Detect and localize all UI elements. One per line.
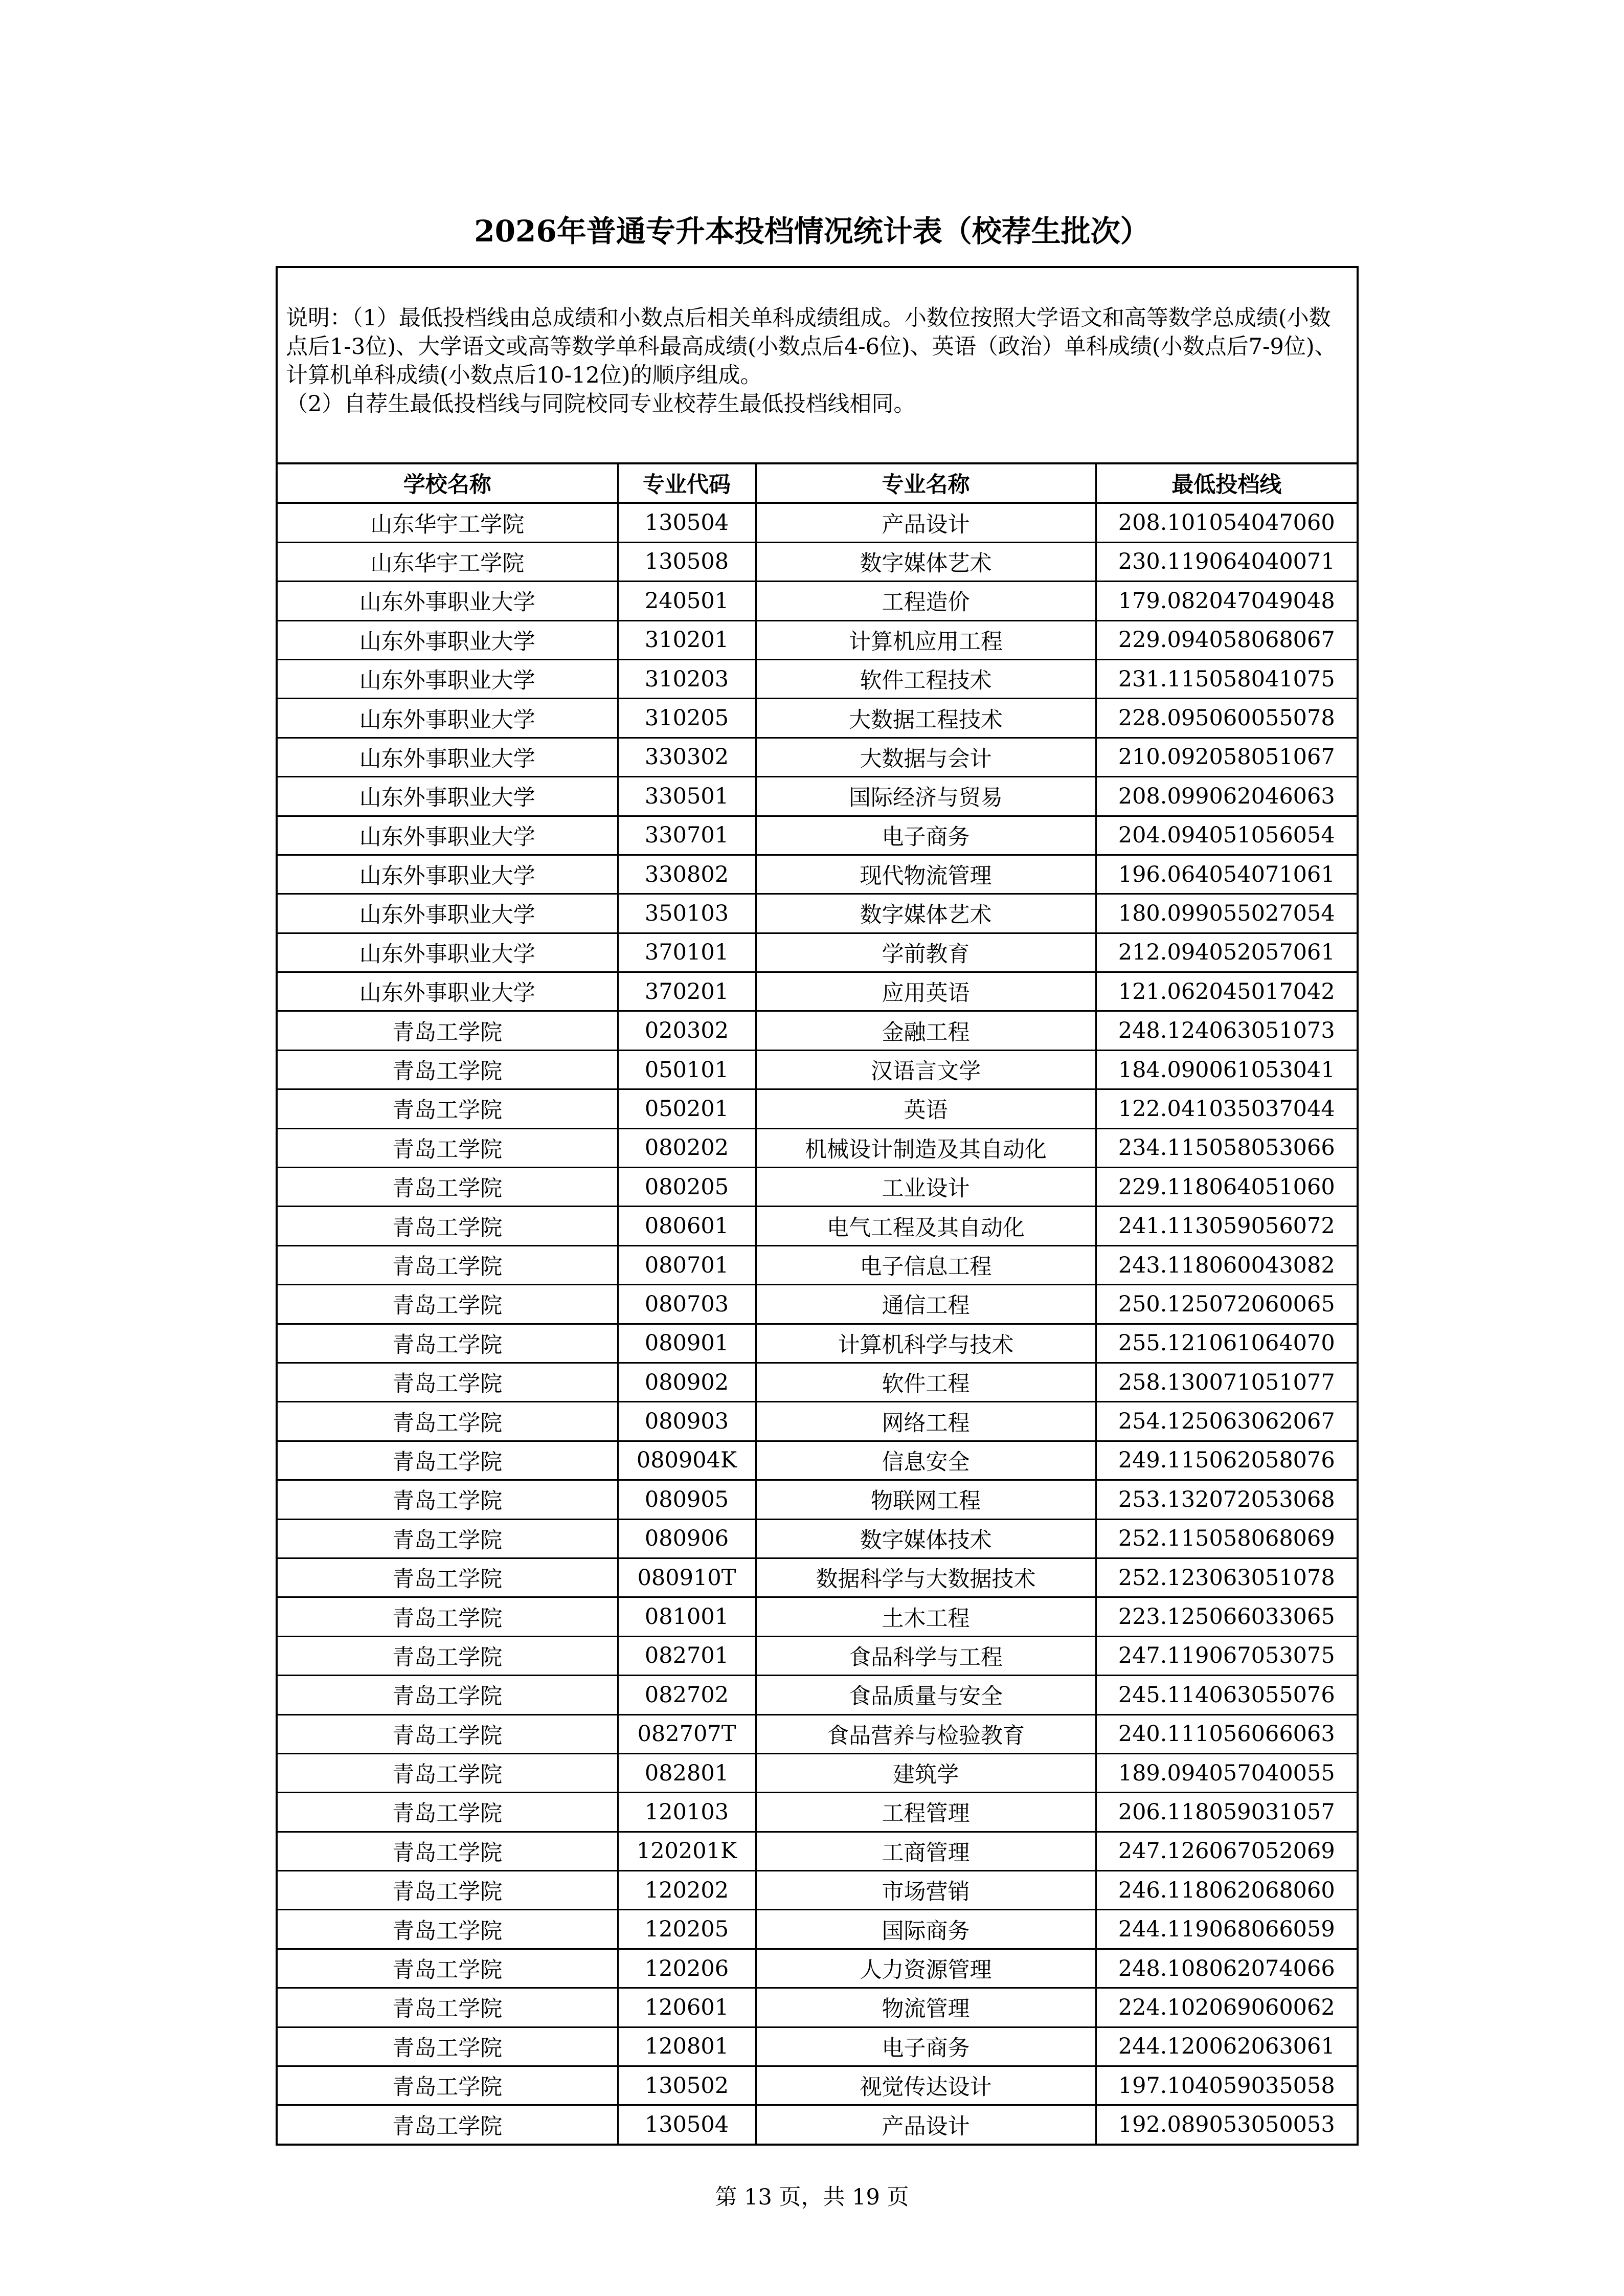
school-name-cell: 青岛工学院	[278, 1636, 618, 1675]
min-score-cell: 258.130071051077	[1096, 1363, 1357, 1401]
min-score-cell: 179.082047049048	[1096, 582, 1357, 620]
major-code-cell: 330701	[618, 816, 756, 855]
min-score-cell: 244.120062063061	[1096, 2027, 1357, 2066]
major-code-cell: 080601	[618, 1207, 756, 1245]
major-name-cell: 学前教育	[756, 933, 1096, 972]
major-code-cell: 310203	[618, 659, 756, 698]
major-name-cell: 物流管理	[756, 1988, 1096, 2027]
school-name-cell: 青岛工学院	[278, 1207, 618, 1245]
min-score-cell: 192.089053050053	[1096, 2105, 1357, 2144]
major-code-cell: 130504	[618, 2105, 756, 2144]
min-score-cell: 223.125066033065	[1096, 1597, 1357, 1636]
school-name-cell: 山东外事职业大学	[278, 738, 618, 776]
major-name-cell: 数字媒体艺术	[756, 542, 1096, 581]
school-name-cell: 青岛工学院	[278, 2027, 618, 2066]
major-name-cell: 机械设计制造及其自动化	[756, 1128, 1096, 1167]
school-name-cell: 青岛工学院	[278, 1402, 618, 1441]
min-score-cell: 249.115062058076	[1096, 1441, 1357, 1480]
school-name-cell: 青岛工学院	[278, 1128, 618, 1167]
min-score-cell: 245.114063055076	[1096, 1676, 1357, 1714]
major-name-cell: 食品营养与检验教育	[756, 1714, 1096, 1753]
school-name-cell: 山东华宇工学院	[278, 542, 618, 581]
major-code-cell: 020302	[618, 1011, 756, 1050]
table-row	[278, 699, 1357, 738]
score-table-frame	[276, 266, 1359, 2146]
major-code-cell: 130504	[618, 503, 756, 542]
major-name-cell: 物联网工程	[756, 1480, 1096, 1519]
min-score-cell: 122.041035037044	[1096, 1089, 1357, 1128]
major-name-cell: 食品科学与工程	[756, 1636, 1096, 1675]
major-name-cell: 英语	[756, 1089, 1096, 1128]
major-code-cell: 080205	[618, 1168, 756, 1207]
major-code-cell: 310201	[618, 620, 756, 659]
major-code-cell: 350103	[618, 894, 756, 933]
min-score-cell: 248.108062074066	[1096, 1949, 1357, 1988]
major-code-cell: 080701	[618, 1245, 756, 1284]
table-row	[278, 1519, 1357, 1558]
min-score-cell: 231.115058041075	[1096, 659, 1357, 698]
school-name-cell: 青岛工学院	[278, 1011, 618, 1050]
school-name-cell: 青岛工学院	[278, 1324, 618, 1363]
school-name-cell: 青岛工学院	[278, 1441, 618, 1480]
major-name-cell: 电气工程及其自动化	[756, 1207, 1096, 1245]
table-row	[278, 2066, 1357, 2105]
major-code-cell: 081001	[618, 1597, 756, 1636]
major-name-cell: 建筑学	[756, 1753, 1096, 1792]
major-code-cell: 120202	[618, 1871, 756, 1910]
school-name-cell: 青岛工学院	[278, 2105, 618, 2144]
table-row	[278, 1714, 1357, 1753]
major-code-cell: 240501	[618, 582, 756, 620]
major-code-cell: 120801	[618, 2027, 756, 2066]
table-row	[278, 933, 1357, 972]
table-row	[278, 1402, 1357, 1441]
school-name-cell: 青岛工学院	[278, 1597, 618, 1636]
header-major-name: 专业名称	[756, 463, 1096, 503]
min-score-cell: 229.118064051060	[1096, 1168, 1357, 1207]
min-score-cell: 224.102069060062	[1096, 1988, 1357, 2027]
table-row	[278, 1558, 1357, 1597]
table-row	[278, 1089, 1357, 1128]
min-score-cell: 250.125072060065	[1096, 1285, 1357, 1324]
table-row	[278, 620, 1357, 659]
school-name-cell: 山东华宇工学院	[278, 503, 618, 542]
major-name-cell: 电子信息工程	[756, 1245, 1096, 1284]
table-row	[278, 2027, 1357, 2066]
header-major-code: 专业代码	[618, 463, 756, 503]
min-score-cell: 229.094058068067	[1096, 620, 1357, 659]
major-name-cell: 通信工程	[756, 1285, 1096, 1324]
major-name-cell: 金融工程	[756, 1011, 1096, 1050]
major-code-cell: 120206	[618, 1949, 756, 1988]
table-row	[278, 1363, 1357, 1401]
min-score-cell: 243.118060043082	[1096, 1245, 1357, 1284]
major-name-cell: 大数据工程技术	[756, 699, 1096, 738]
major-code-cell: 120205	[618, 1910, 756, 1949]
school-name-cell: 山东外事职业大学	[278, 933, 618, 972]
school-name-cell: 青岛工学院	[278, 1832, 618, 1870]
major-code-cell: 330501	[618, 777, 756, 816]
table-row	[278, 659, 1357, 698]
school-name-cell: 山东外事职业大学	[278, 972, 618, 1011]
table-row	[278, 1245, 1357, 1284]
table-row	[278, 1949, 1357, 1988]
school-name-cell: 青岛工学院	[278, 1519, 618, 1558]
table-row	[278, 1324, 1357, 1363]
min-score-cell: 244.119068066059	[1096, 1910, 1357, 1949]
table-row	[278, 1676, 1357, 1714]
major-code-cell: 080703	[618, 1285, 756, 1324]
major-name-cell: 工程管理	[756, 1793, 1096, 1832]
min-score-cell: 246.118062068060	[1096, 1871, 1357, 1910]
min-score-cell: 252.115058068069	[1096, 1519, 1357, 1558]
min-score-cell: 204.094051056054	[1096, 816, 1357, 855]
table-row	[278, 1597, 1357, 1636]
notes-section	[278, 268, 1357, 462]
major-code-cell: 050201	[618, 1089, 756, 1128]
major-code-cell: 080904K	[618, 1441, 756, 1480]
school-name-cell: 青岛工学院	[278, 2066, 618, 2105]
table-row	[278, 1871, 1357, 1910]
min-score-cell: 253.132072053068	[1096, 1480, 1357, 1519]
min-score-cell: 252.123063051078	[1096, 1558, 1357, 1597]
min-score-cell: 255.121061064070	[1096, 1324, 1357, 1363]
score-table	[278, 462, 1357, 2144]
note-1: 说明：（1）最低投档线由总成绩和小数点后相关单科成绩组成。小数位按照大学语文和高等数学总成绩(小数点后1-3位)、大学语文或高等数学单科最高成绩(小数点后4-6位)、英语（政治）单科成绩(小数点后7-9位)、计算机单科成绩(小数点后10-12位)的顺序组成。	[286, 305, 1337, 388]
major-name-cell: 国际经济与贸易	[756, 777, 1096, 816]
major-name-cell: 汉语言文学	[756, 1050, 1096, 1089]
school-name-cell: 青岛工学院	[278, 1285, 618, 1324]
major-name-cell: 数据科学与大数据技术	[756, 1558, 1096, 1597]
major-code-cell: 080903	[618, 1402, 756, 1441]
table-row	[278, 582, 1357, 620]
min-score-cell: 184.090061053041	[1096, 1050, 1357, 1089]
min-score-cell: 248.124063051073	[1096, 1011, 1357, 1050]
major-name-cell: 工业设计	[756, 1168, 1096, 1207]
major-name-cell: 信息安全	[756, 1441, 1096, 1480]
min-score-cell: 208.101054047060	[1096, 503, 1357, 542]
min-score-cell: 254.125063062067	[1096, 1402, 1357, 1441]
min-score-cell: 228.095060055078	[1096, 699, 1357, 738]
major-code-cell: 310205	[618, 699, 756, 738]
major-code-cell: 082801	[618, 1753, 756, 1792]
min-score-cell: 210.092058051067	[1096, 738, 1357, 776]
major-name-cell: 软件工程	[756, 1363, 1096, 1401]
major-name-cell: 视觉传达设计	[756, 2066, 1096, 2105]
min-score-cell: 234.115058053066	[1096, 1128, 1357, 1167]
major-code-cell: 050101	[618, 1050, 756, 1089]
min-score-cell: 241.113059056072	[1096, 1207, 1357, 1245]
table-row	[278, 894, 1357, 933]
major-name-cell: 应用英语	[756, 972, 1096, 1011]
min-score-cell: 247.119067053075	[1096, 1636, 1357, 1675]
min-score-cell: 208.099062046063	[1096, 777, 1357, 816]
table-row	[278, 816, 1357, 855]
school-name-cell: 青岛工学院	[278, 1949, 618, 1988]
major-name-cell: 计算机科学与技术	[756, 1324, 1096, 1363]
table-row	[278, 1910, 1357, 1949]
major-name-cell: 国际商务	[756, 1910, 1096, 1949]
table-row	[278, 777, 1357, 816]
school-name-cell: 青岛工学院	[278, 1050, 618, 1089]
header-school-name: 学校名称	[278, 463, 618, 503]
page-title: 2026年普通专升本投档情况统计表（校荐生批次）	[474, 214, 1150, 249]
table-row	[278, 972, 1357, 1011]
school-name-cell: 青岛工学院	[278, 1676, 618, 1714]
min-score-cell: 247.126067052069	[1096, 1832, 1357, 1870]
major-code-cell: 080905	[618, 1480, 756, 1519]
table-row	[278, 1793, 1357, 1832]
major-name-cell: 数字媒体艺术	[756, 894, 1096, 933]
table-row	[278, 1128, 1357, 1167]
major-name-cell: 电子商务	[756, 816, 1096, 855]
min-score-cell: 230.119064040071	[1096, 542, 1357, 581]
school-name-cell: 青岛工学院	[278, 1480, 618, 1519]
major-code-cell: 130508	[618, 542, 756, 581]
major-name-cell: 工程造价	[756, 582, 1096, 620]
school-name-cell: 山东外事职业大学	[278, 855, 618, 894]
school-name-cell: 山东外事职业大学	[278, 777, 618, 816]
table-row	[278, 1441, 1357, 1480]
major-name-cell: 大数据与会计	[756, 738, 1096, 776]
school-name-cell: 青岛工学院	[278, 1245, 618, 1284]
school-name-cell: 青岛工学院	[278, 1363, 618, 1401]
major-code-cell: 080901	[618, 1324, 756, 1363]
major-code-cell: 120103	[618, 1793, 756, 1832]
major-name-cell: 计算机应用工程	[756, 620, 1096, 659]
table-row	[278, 1753, 1357, 1792]
school-name-cell: 青岛工学院	[278, 1910, 618, 1949]
major-code-cell: 370201	[618, 972, 756, 1011]
school-name-cell: 山东外事职业大学	[278, 620, 618, 659]
major-code-cell: 082701	[618, 1636, 756, 1675]
major-name-cell: 市场营销	[756, 1871, 1096, 1910]
table-row	[278, 1050, 1357, 1089]
school-name-cell: 青岛工学院	[278, 1753, 618, 1792]
major-name-cell: 产品设计	[756, 503, 1096, 542]
note-2: （2）自荐生最低投档线与同院校同专业校荐生最低投档线相同。	[286, 391, 916, 417]
school-name-cell: 山东外事职业大学	[278, 582, 618, 620]
min-score-cell: 189.094057040055	[1096, 1753, 1357, 1792]
school-name-cell: 青岛工学院	[278, 1793, 618, 1832]
school-name-cell: 青岛工学院	[278, 1089, 618, 1128]
major-code-cell: 330802	[618, 855, 756, 894]
school-name-cell: 山东外事职业大学	[278, 699, 618, 738]
min-score-cell: 240.111056066063	[1096, 1714, 1357, 1753]
major-name-cell: 电子商务	[756, 2027, 1096, 2066]
table-row	[278, 1168, 1357, 1207]
major-code-cell: 130502	[618, 2066, 756, 2105]
min-score-cell: 212.094052057061	[1096, 933, 1357, 972]
major-name-cell: 现代物流管理	[756, 855, 1096, 894]
table-row	[278, 503, 1357, 542]
major-name-cell: 工商管理	[756, 1832, 1096, 1870]
major-name-cell: 网络工程	[756, 1402, 1096, 1441]
major-code-cell: 080910T	[618, 1558, 756, 1597]
major-code-cell: 082702	[618, 1676, 756, 1714]
school-name-cell: 青岛工学院	[278, 1988, 618, 2027]
table-row	[278, 1285, 1357, 1324]
table-row	[278, 1832, 1357, 1870]
table-row	[278, 542, 1357, 581]
school-name-cell: 青岛工学院	[278, 1558, 618, 1597]
table-row	[278, 2105, 1357, 2144]
table-row	[278, 1480, 1357, 1519]
major-code-cell: 120601	[618, 1988, 756, 2027]
major-code-cell: 370101	[618, 933, 756, 972]
table-row	[278, 1988, 1357, 2027]
major-name-cell: 土木工程	[756, 1597, 1096, 1636]
min-score-cell: 121.062045017042	[1096, 972, 1357, 1011]
major-code-cell: 330302	[618, 738, 756, 776]
major-code-cell: 080202	[618, 1128, 756, 1167]
min-score-cell: 197.104059035058	[1096, 2066, 1357, 2105]
table-row	[278, 855, 1357, 894]
major-name-cell: 食品质量与安全	[756, 1676, 1096, 1714]
school-name-cell: 青岛工学院	[278, 1871, 618, 1910]
min-score-cell: 196.064054071061	[1096, 855, 1357, 894]
school-name-cell: 青岛工学院	[278, 1168, 618, 1207]
page-footer: 第 13 页，共 19 页	[715, 2184, 909, 2210]
major-name-cell: 数字媒体技术	[756, 1519, 1096, 1558]
major-code-cell: 080902	[618, 1363, 756, 1401]
school-name-cell: 青岛工学院	[278, 1714, 618, 1753]
major-code-cell: 080906	[618, 1519, 756, 1558]
table-row	[278, 1011, 1357, 1050]
table-row	[278, 1636, 1357, 1675]
major-code-cell: 120201K	[618, 1832, 756, 1870]
major-name-cell: 软件工程技术	[756, 659, 1096, 698]
min-score-cell: 206.118059031057	[1096, 1793, 1357, 1832]
school-name-cell: 山东外事职业大学	[278, 894, 618, 933]
min-score-cell: 180.099055027054	[1096, 894, 1357, 933]
table-row	[278, 738, 1357, 776]
school-name-cell: 山东外事职业大学	[278, 816, 618, 855]
major-name-cell: 人力资源管理	[756, 1949, 1096, 1988]
school-name-cell: 山东外事职业大学	[278, 659, 618, 698]
table-row	[278, 1207, 1357, 1245]
major-code-cell: 082707T	[618, 1714, 756, 1753]
table-body	[278, 503, 1357, 2143]
header-min-score: 最低投档线	[1096, 463, 1357, 503]
table-header-row	[278, 463, 1357, 503]
major-name-cell: 产品设计	[756, 2105, 1096, 2144]
